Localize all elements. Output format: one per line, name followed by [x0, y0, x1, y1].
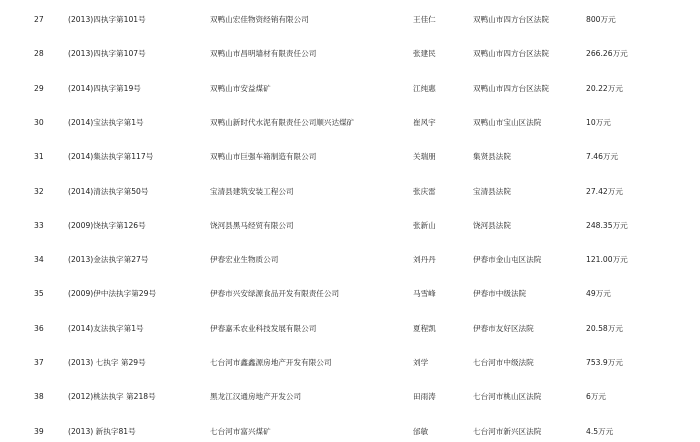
legal-representative: 田雨涛 [413, 392, 436, 402]
court-name: 七台河市新兴区法院 [473, 426, 542, 436]
row-number: 30 [34, 117, 44, 127]
table-row [0, 422, 700, 442]
case-number: (2014)四执字第19号 [68, 83, 141, 93]
court-name: 宝清县法院 [473, 186, 511, 196]
party-name: 七台河市富兴煤矿 [210, 426, 271, 436]
legal-representative: 邰敏 [413, 426, 429, 436]
legal-representative: 张庆雷 [413, 186, 436, 196]
court-name: 双鸭山市四方台区法院 [473, 49, 549, 59]
party-name: 宝清县建筑安装工程公司 [210, 186, 294, 196]
legal-representative: 夏程凯 [413, 323, 436, 333]
legal-representative: 马雪峰 [413, 289, 436, 299]
legal-representative: 刘丹丹 [413, 255, 436, 265]
amount: 7.46万元 [586, 152, 619, 162]
case-number: (2009)饶执字第126号 [68, 220, 146, 230]
case-number: (2012)桃法执字 第218号 [68, 392, 156, 402]
row-number: 32 [34, 186, 44, 196]
row-number: 36 [34, 323, 44, 333]
party-name: 七台河市鑫鑫源房地产开发有限公司 [210, 358, 332, 367]
party-name: 伊春嘉禾农业科技发展有限公司 [210, 323, 317, 333]
court-name: 伊春市中级法院 [473, 289, 527, 299]
court-name: 双鸭山市四方台区法院 [473, 83, 549, 93]
amount: 121.00万元 [586, 255, 628, 265]
legal-representative: 张建民 [413, 49, 436, 59]
row-number: 38 [34, 392, 44, 402]
table-row [0, 147, 700, 167]
amount: 27.42万元 [586, 186, 623, 196]
legal-representative: 关瑞朋 [413, 152, 436, 162]
row-number: 31 [34, 152, 44, 162]
party-name: 伊春市兴安绿源食品开发有限责任公司 [210, 289, 340, 299]
amount: 20.22万元 [586, 83, 623, 93]
court-name: 伊春市友好区法院 [473, 323, 534, 333]
amount: 6万元 [586, 392, 607, 402]
row-number: 39 [34, 426, 44, 436]
amount: 800万元 [586, 15, 616, 24]
amount: 248.35万元 [586, 220, 628, 230]
table-row [0, 10, 700, 30]
table-row [0, 182, 700, 202]
amount: 266.26万元 [586, 49, 628, 59]
row-number: 37 [34, 358, 44, 367]
table-row [0, 250, 700, 270]
court-name: 双鸭山市宝山区法院 [473, 117, 542, 127]
court-name: 七台河市桃山区法院 [473, 392, 542, 402]
table-row [0, 44, 700, 64]
amount: 10万元 [586, 117, 611, 127]
case-number: (2013)四执字第107号 [68, 49, 146, 59]
court-name: 饶河县法院 [473, 220, 511, 230]
amount: 49万元 [586, 289, 611, 299]
legal-representative: 江纯惠 [413, 83, 436, 93]
table-row [0, 353, 700, 373]
party-name: 饶河县黑马经贸有限公司 [210, 220, 294, 230]
table-row [0, 79, 700, 99]
case-number: (2014)集法执字第117号 [68, 152, 154, 162]
table-row [0, 284, 700, 304]
court-name: 七台河市中级法院 [473, 358, 534, 367]
case-number: (2014)宝法执字第1号 [68, 117, 144, 127]
table-row [0, 113, 700, 133]
table-row [0, 319, 700, 339]
row-number: 28 [34, 49, 44, 59]
row-number: 33 [34, 220, 44, 230]
amount: 20.58万元 [586, 323, 623, 333]
party-name: 双鸭山宏佳物资经销有限公司 [210, 15, 309, 24]
case-number: (2014)清法执字第50号 [68, 186, 149, 196]
case-number: (2013) 新执字81号 [68, 426, 136, 436]
court-name: 伊春市金山屯区法院 [473, 255, 542, 265]
legal-representative: 王佳仁 [413, 15, 436, 24]
party-name: 伊春宏业生物质公司 [210, 255, 279, 265]
party-name: 双鸭山市昌明墙材有限责任公司 [210, 49, 317, 59]
court-name: 双鸭山市四方台区法院 [473, 15, 549, 24]
row-number: 29 [34, 83, 44, 93]
table-row [0, 216, 700, 236]
row-number: 35 [34, 289, 44, 299]
court-name: 集贤县法院 [473, 152, 511, 162]
case-number: (2013)四执字第101号 [68, 15, 146, 24]
amount: 4.5万元 [586, 426, 614, 436]
legal-representative: 张新山 [413, 220, 436, 230]
legal-representative: 刘学 [413, 358, 429, 367]
case-number: (2014)友法执字第1号 [68, 323, 144, 333]
case-number: (2013) 七执字 第29号 [68, 358, 146, 367]
party-name: 双鸭山新时代水泥有限责任公司顺兴达煤矿 [210, 117, 355, 127]
row-number: 27 [34, 15, 44, 24]
row-number: 34 [34, 255, 44, 265]
case-number: (2009)伊中法执字第29号 [68, 289, 157, 299]
party-name: 黑龙江汉通房地产开发公司 [210, 392, 302, 402]
party-name: 双鸭山市巨强车箱制造有限公司 [210, 152, 317, 162]
amount: 753.9万元 [586, 358, 623, 367]
table-row [0, 387, 700, 407]
party-name: 双鸭山市安益煤矿 [210, 83, 271, 93]
legal-representative: 崔风宇 [413, 117, 436, 127]
case-number: (2013)金法执字第27号 [68, 255, 149, 265]
